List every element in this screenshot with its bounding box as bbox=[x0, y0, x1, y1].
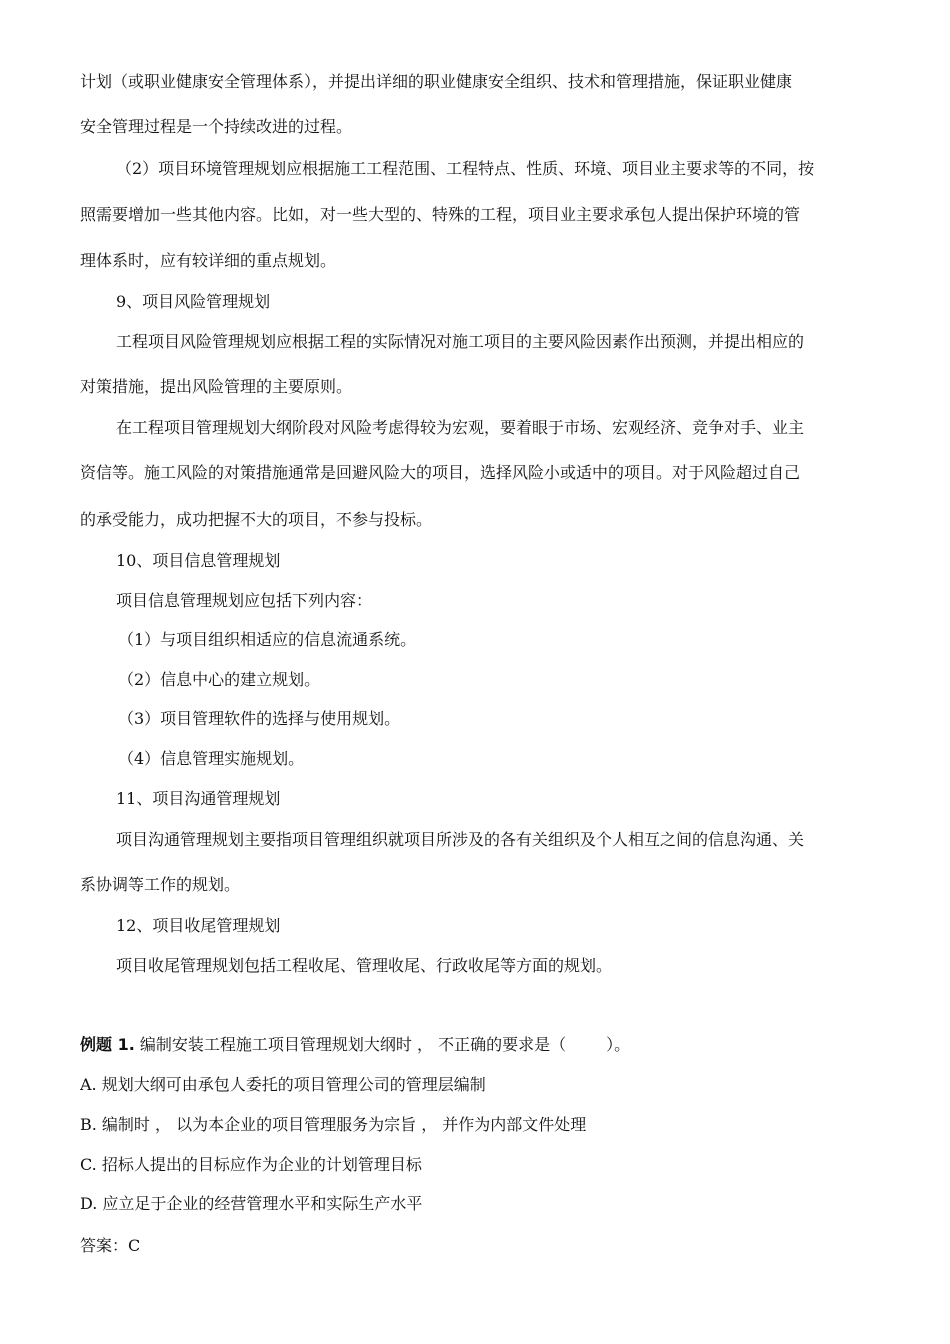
option-b: B. 编制时 ， 以为本企业的项目管理服务为宗旨 ， 并作为内部文件处理 bbox=[80, 1115, 587, 1134]
section-heading: 12、项目收尾管理规划 bbox=[116, 916, 281, 935]
section-heading: 10、项目信息管理规划 bbox=[116, 551, 281, 570]
text-line: 系协调等工作的规划。 bbox=[80, 875, 241, 894]
paragraph-line: 项目收尾管理规划包括工程收尾、管理收尾、行政收尾等方面的规划。 bbox=[116, 956, 613, 975]
option-a: A. 规划大纲可由承包人委托的项目管理公司的管理层编制 bbox=[80, 1075, 486, 1094]
example-question bbox=[80, 1034, 885, 1056]
paragraph-line: （2）项目环境管理规划应根据施工工程范围、工程特点、性质、环境、项目业主要求等的不同，按 bbox=[116, 159, 815, 178]
section-heading: 9、项目风险管理规划 bbox=[116, 292, 271, 311]
text-line: 对策措施，提出风险管理的主要原则。 bbox=[80, 377, 353, 396]
section-heading: 11、项目沟通管理规划 bbox=[116, 789, 281, 808]
paragraph-line: 在工程项目管理规划大纲阶段对风险考虑得较为宏观，要着眼于市场、宏观经济、竞争对手、业主 bbox=[116, 418, 805, 437]
text-line: 资信等。施工风险的对策措施通常是回避风险大的项目，选择风险小或适中的项目。对于风险超过自己 bbox=[80, 463, 801, 482]
answer-text: 答案：C bbox=[80, 1236, 141, 1255]
text-line: 计划（或职业健康安全管理体系），并提出详细的职业健康安全组织、技术和管理措施，保证职业健康 bbox=[80, 72, 793, 91]
list-item: （3）项目管理软件的选择与使用规划。 bbox=[118, 709, 401, 728]
option-d: D. 应立足于企业的经营管理水平和实际生产水平 bbox=[80, 1194, 423, 1213]
example-question-end: ）。 bbox=[606, 1035, 631, 1054]
text-line: 的承受能力，成功把握不大的项目，不参与投标。 bbox=[80, 510, 433, 529]
example-question-text: 编制安装工程施工项目管理规划大纲时 ， 不正确的要求是（ bbox=[139, 1035, 567, 1054]
list-item: （2）信息中心的建立规划。 bbox=[118, 670, 321, 689]
option-c: C. 招标人提出的目标应作为企业的计划管理目标 bbox=[80, 1155, 422, 1174]
paragraph-line: 工程项目风险管理规划应根据工程的实际情况对施工项目的主要风险因素作出预测，并提出相应的 bbox=[116, 332, 805, 351]
paragraph-line: 项目沟通管理规划主要指项目管理组织就项目所涉及的各有关组织及个人相互之间的信息沟通、关 bbox=[116, 830, 805, 849]
text-line: 理体系时，应有较详细的重点规划。 bbox=[80, 251, 337, 270]
list-item: （1）与项目组织相适应的信息流通系统。 bbox=[118, 630, 417, 649]
paragraph-line: 项目信息管理规划应包括下列内容： bbox=[116, 591, 373, 610]
text-line: 照需要增加一些其他内容。比如，对一些大型的、特殊的工程，项目业主要求承包人提出保护环境的管 bbox=[80, 205, 801, 224]
example-label: 例题 1. bbox=[80, 1035, 135, 1054]
list-item: （4）信息管理实施规划。 bbox=[118, 749, 305, 768]
text-line: 安全管理过程是一个持续改进的过程。 bbox=[80, 117, 353, 136]
